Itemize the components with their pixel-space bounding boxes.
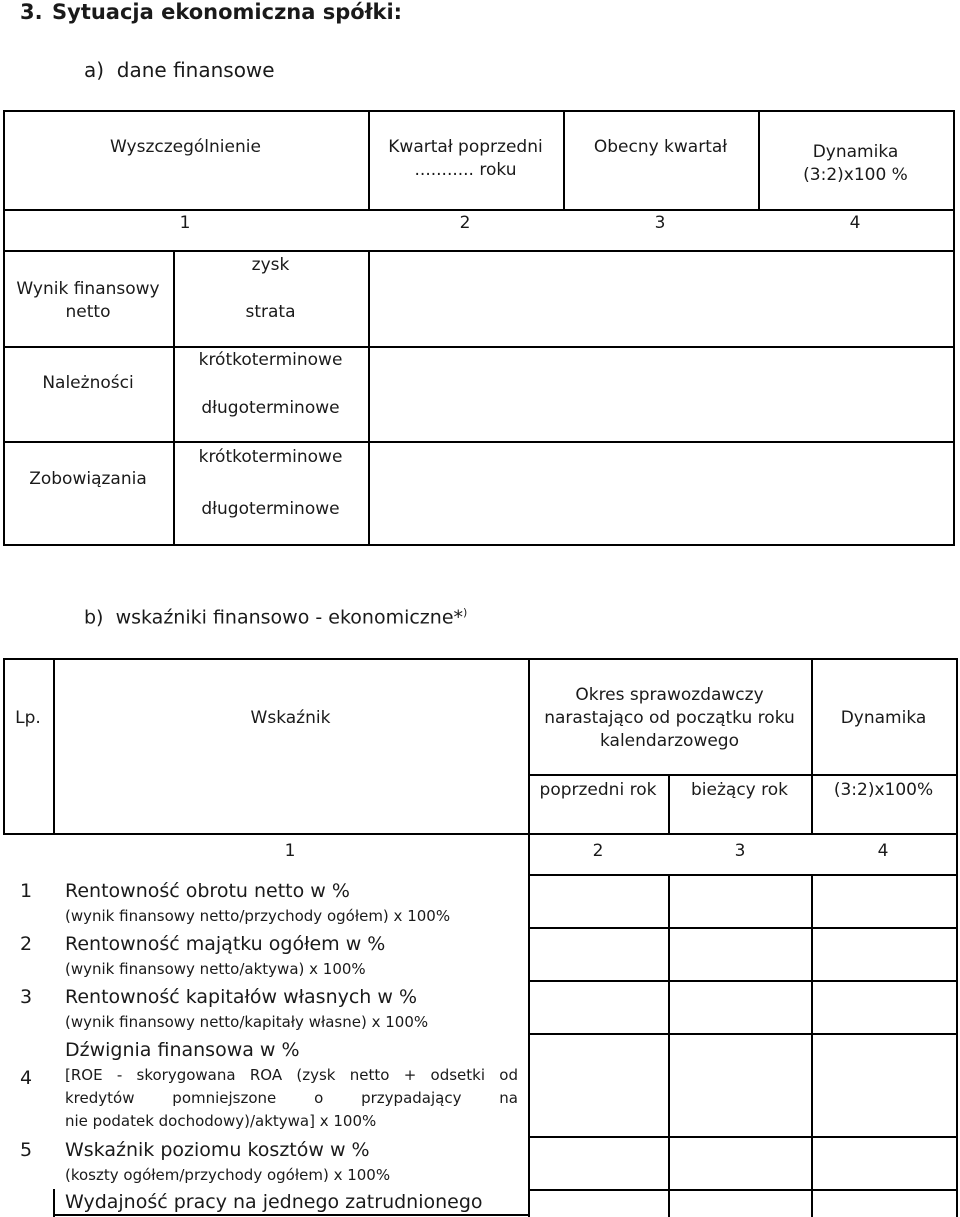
section-heading (20, 0, 402, 24)
header-previous-year: poprzedni rok (539, 780, 657, 800)
group-item: długoterminowe (201, 499, 340, 519)
subsection-a-title: dane finansowe (116, 58, 275, 82)
subsection-a-label: a) (84, 58, 105, 82)
indicator-description: kredytów pomniejszone o przypadający na (65, 1089, 518, 1107)
col-number: 2 (592, 841, 604, 861)
indicator-description: (wynik finansowy netto/kapitały własne) x 100% (65, 1013, 429, 1031)
indicator-description: (wynik finansowy netto/przychody ogółem) x 100% (65, 907, 451, 925)
col-number: 3 (654, 213, 666, 233)
header-prev-quarter-line2: ........... roku (414, 160, 517, 180)
header-current-quarter: Obecny kwartał (593, 137, 728, 157)
col-number: 3 (734, 841, 746, 861)
header-prev-quarter-line1: Kwartał poprzedni (388, 137, 543, 157)
header-dynamics: Dynamika (840, 708, 927, 728)
group-name: netto (65, 302, 111, 322)
indicator-name: Wydajność pracy na jednego zatrudnionego (65, 1191, 483, 1213)
subsection-b-title: wskaźniki finansowo - ekonomiczne* (115, 606, 464, 629)
header-period-line3: kalendarzowego (600, 731, 739, 751)
row-number: 1 (20, 880, 33, 902)
indicator-name: Rentowność majątku ogółem w % (65, 933, 386, 955)
indicator-description: (koszty ogółem/przychody ogółem) x 100% (65, 1166, 391, 1184)
indicator-description: nie podatek dochodowy)/aktywa] x 100% (65, 1112, 377, 1130)
group-item: krótkoterminowe (198, 447, 343, 467)
subsection-b-heading (84, 606, 467, 628)
footnote-marker: ) (463, 606, 468, 619)
header-wskaznik: Wskaźnik (250, 708, 331, 728)
header-current-year: bieżący rok (691, 780, 788, 800)
header-formula: (3:2)x100% (833, 780, 934, 800)
subsection-a-heading (84, 58, 275, 82)
group-item: strata (245, 302, 296, 322)
row-number: 2 (20, 933, 33, 955)
col-number: 4 (877, 841, 889, 861)
indicator-name: Rentowność kapitałów własnych w % (65, 986, 418, 1008)
row-number: 3 (20, 986, 33, 1008)
col-number: 1 (284, 841, 296, 861)
row-number: 4 (20, 1067, 33, 1089)
group-name: Zobowiązania (29, 469, 147, 489)
header-lp: Lp. (15, 708, 41, 728)
header-wyszczegolnienie: Wyszczególnienie (110, 137, 261, 157)
group-item: zysk (251, 255, 290, 275)
subsection-b-label: b) (84, 606, 104, 629)
col-number: 2 (459, 213, 471, 233)
indicator-name: Rentowność obrotu netto w % (65, 880, 350, 902)
col-number: 4 (849, 213, 861, 233)
indicator-name: Wskaźnik poziomu kosztów w % (65, 1139, 370, 1161)
group-item: długoterminowe (201, 398, 340, 418)
section-number: 3. (20, 0, 43, 24)
col-number: 1 (179, 213, 191, 233)
indicator-name: Dźwignia finansowa w % (65, 1039, 300, 1061)
header-period-line1: Okres sprawozdawczy (575, 685, 764, 705)
indicator-description: (wynik finansowy netto/aktywa) x 100% (65, 960, 366, 978)
group-item: krótkoterminowe (198, 350, 343, 370)
group-name: Należności (42, 373, 134, 393)
group-name: Wynik finansowy (16, 279, 160, 299)
row-number: 5 (20, 1139, 33, 1161)
header-dynamics-line1: Dynamika (812, 142, 899, 162)
section-title: Sytuacja ekonomiczna spółki: (52, 0, 403, 24)
header-dynamics-line2: (3:2)x100 % (803, 165, 908, 185)
header-period-line2: narastająco od początku roku (544, 708, 795, 728)
indicator-description: [ROE - skorygowana ROA (zysk netto + odsetki od (65, 1066, 518, 1084)
